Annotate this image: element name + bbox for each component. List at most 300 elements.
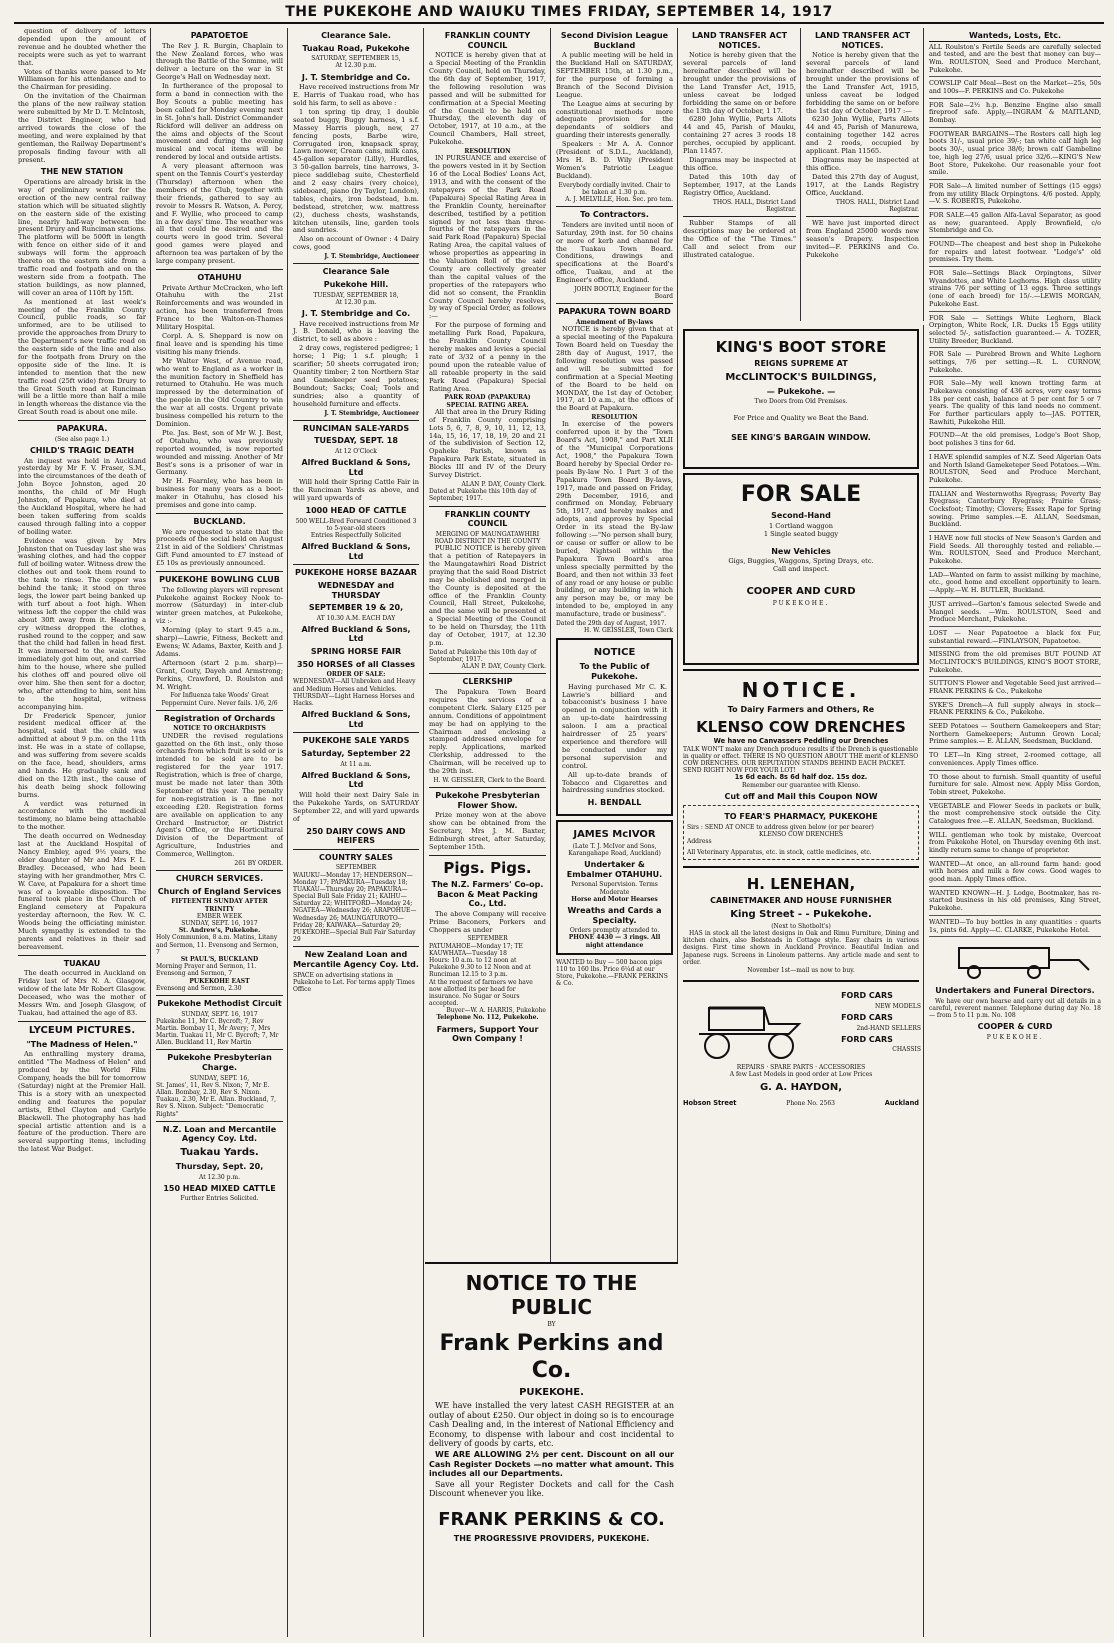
notice-text: Dated this 27th day of August, 1917, at the Lands Registry Office, Auckland. — [806, 172, 919, 197]
service-text: Morning Prayer and Sermon, 11. Evensong and Sermon, 7 — [156, 963, 257, 978]
wanted-item: ALL Roulston's Fertile Seeds are carefully selected and tested, and are the best that money can buy—Wm. ROULSTON, Seed and Produce Merchant, Pukekohe. — [929, 44, 1101, 78]
advert-subheading: Tuakau Road, Pukekohe — [302, 43, 410, 53]
advert-subheading: To Dairy Farmers and Others, Re — [727, 705, 875, 714]
advert-prices: 1s 6d each. 8s 6d half doz. 15s doz. — [734, 773, 868, 782]
divider — [429, 673, 546, 674]
pigs-slogan: Farmers, Support Your Own Company ! — [436, 1024, 539, 1044]
notice-text: UNDER the revised regulations gazetted on the 6th inst., only those orchards from which fruit is sold or is intended to be sold are to be registered for the year 1917. Registration, which is free of charge, must be made not later than 30th September of this year. The penalty for non-registration is a fine not exceeding £20. Registration forms are available on application to any Orchard Instructor, or District Agent's Office, or the Horticultural Division of the Department of Agriculture, Industries and Commerce, Wellington. — [156, 731, 283, 859]
advert-text: Personal Supervision. Terms Moderate — [571, 881, 658, 896]
divider — [429, 855, 546, 856]
advert-heading: New Zealand Loan and Mercantile Agency Coy. Ltd. — [293, 950, 419, 969]
notice-heading: Second Division League Buckland — [560, 31, 669, 50]
article-text: As mentioned at last week's meeting of the Franklin County Council, public roads, so far unformed, are to be utilised to provide the approaches from Drury to the Department's new traffic road on the eastern side of the line and also for the footpath from Drury on the opposite side of the line. It is intended to mention that the new traffic road (25ft wide) from Drury to the Great South road at Runciman will be a little more than half a mile in length whereas the distance via the Great South road is about one mile. — [18, 297, 146, 417]
section-heading: OTAHUHU — [197, 272, 242, 282]
notice-signature: H. W. GEISSLER, Town Clerk — [584, 627, 673, 635]
divider — [156, 571, 283, 572]
wanted-item: SEED Potatoes — Southern Gamekeepers and Star; Northern Gamekeepers; Autumn Grown Local; Prime samples.— E. ALLAN, Seedsman, Buckland. — [929, 723, 1101, 749]
auctioneer-name: Alfred Buckland & Sons, Ltd — [301, 458, 411, 477]
advert-slogan: SEE KING'S BARGAIN WINDOW. — [731, 433, 871, 443]
undertakers-town: PUKEKOHE. — [986, 1033, 1044, 1041]
notice-subheading: RESOLUTION — [464, 148, 511, 156]
divider — [556, 206, 673, 207]
notice-signature: JOHN BOOTLY, Engineer for the Board — [574, 286, 673, 301]
advert-subheading: Undertaker & Embalmer OTAHUHU. — [566, 860, 663, 879]
advert-heading: FOR SALE — [740, 482, 862, 507]
advert-text: WE have installed the very latest CASH REGISTER at an outlay of about £250. Our object in doing so is to encourage Cash Dealing and, in the interest of National Efficiency and Economy, to dispense with labour and cost incidental to delivery of goods by carts, etc. — [429, 1400, 674, 1449]
wanted-item: FOR Sale—A limited number of Settings (15 eggs) from my utility Black Orpingtons. 4/6 posted. Apply,—V. S. ROBERTS, Pukekohe. — [929, 183, 1101, 209]
ford-ad — [683, 980, 919, 1100]
advert-subheading: REIGNS SUPREME AT — [754, 359, 848, 368]
advert-text: Horse and Motor Hearses — [571, 895, 658, 903]
sale-time: At 12.30 p.m. — [199, 1173, 240, 1181]
article-text: A verdict was returned in accordance with the medical testimony, no blame being attachable to the mother. — [18, 799, 146, 832]
wanted-item: LOST — Near Papatoetoe a black fox Fur, substantial reward.—FINLAYSON, Papatoetoe. — [929, 630, 1101, 648]
advert-text: Will hold their next Dairy Sale in the Pukekohe Yards, on SATURDAY September 22, and will yard upwards of — [293, 790, 419, 823]
notice-heading: FRANKLIN COUNTY COUNCIL — [444, 509, 531, 529]
wanted-item: FOR Sale — Settings White Leghorn, Black Orpington, White Rock, I.R. Ducks 15 Eggs utility selected 5/-, satisfaction guaranteed.— A. TOZER, Utility Breeder, Buckland. — [929, 315, 1101, 349]
service-date: SUNDAY, SEPT. 16, 1917 — [181, 920, 258, 928]
column-8-wanteds — [925, 28, 1105, 1637]
advert-subheading: CABINETMAKER AND HOUSE FURNISHER — [710, 896, 892, 906]
newspaper-title: THE PUKEKOHE AND WAIUKU TIMES FRIDAY, SEPTEMBER 14, 1917 — [285, 4, 833, 20]
divider — [18, 420, 146, 421]
notice-text: Tenders are invited until noon of Saturday, 29th inst. for 50 chains or more of kerb and channel for the Tuakau Town Board. Conditions, drawings and specifications at the Board's office, Tuakau, and at the Engineer's office, Auckland. — [556, 220, 673, 285]
notice-text: PUBLIC NOTICE is hereby given that a petition of Ratepayers in the Maungatawhiri Road District praying that the said Road District may be abolished and merged in the County is deposited at the office of the Franklin County Council, Hall Street, Pukekohe, and the same will be presented at a Special Meeting of the Council to be held on Thursday, the 11th day of October, 1917, at 12.30 p.m. — [429, 544, 546, 647]
service-title: FIFTEENTH SUNDAY AFTER TRINITY — [171, 898, 268, 913]
advert-note: Two Doors from Old Premises. — [754, 398, 848, 406]
advert-signature: J. T. Stembridge, Auctioneer — [324, 253, 419, 261]
ford-address — [683, 1100, 919, 1108]
lenehan-ad — [683, 866, 919, 974]
advert-firm: COOPER AND CURD — [746, 586, 856, 598]
ford-street: Hobson Street — [683, 1099, 737, 1108]
divider — [18, 955, 146, 956]
article-text: The death occurred in Auckland on Friday last of Mrs N. A. Glasgow, widow of the late Mr Robert Glasgow. Deceased, who was the mother of Messrs Wm. and Joseph Glasgow, of Tuakau, had attained the age of 83. — [18, 969, 146, 1017]
advert-heading: PUKEKOHE HORSE BAZAAR — [295, 568, 417, 578]
notice-text: 6280 John Wyllie, Parts Allots 44 and 45, Parish of Mauku, containing 27 acres 3 roods 18 perches, occupied by applicant. Plan 11457. — [683, 115, 796, 156]
klenso-ad — [683, 669, 919, 860]
column-7-upper — [802, 28, 924, 321]
service-text: Pukekohe 11, Mr C. Bycroft; 7, Rev Martin. Bombay 11, Mr Avery; 7, Mrs Martin. Tuakau 11, Mr C. Bycroft; 7, Mr Allen. Buckland 11, Rev Martin — [156, 1017, 279, 1047]
coupon-vet: All Veterinary Apparatus, etc. in stock, cattle medicines, etc. — [687, 849, 872, 857]
advert-text: For Price and Quality we Beat the Band. — [733, 414, 869, 423]
wanted-item: I HAVE splendid samples of N.Z. Seed Algerian Oats and North Island Gameketeper Seed Potatoes.—Wm. ROULSTON, Seed and Produce Merchant, Pukekohe. — [929, 454, 1101, 488]
notice-signature: H. BENDALL — [587, 798, 642, 808]
pigs-schedule: PATUMAHOE—Monday 17; TE KAUWHATA—Tuesday 18 — [429, 942, 523, 957]
ford-phone: Phone No. 2563 — [786, 1100, 835, 1108]
coupon[interactable] — [683, 805, 919, 860]
advert-subheading: Pukekohe Hill. — [323, 279, 389, 289]
masthead — [14, 4, 1104, 24]
auctioneer-name: J. T. Stembridge and Co. — [301, 72, 411, 82]
wanted-item: TO LET—In King street, 2-roomed cottage, all conveniences. Apply Times office. — [929, 752, 1101, 770]
advert-text: SPACE on advertising stations in Pukekohe to Let. For terms apply Times Office — [293, 971, 415, 993]
article-text: We are requested to state that the proceeds of the social held on August 21st in aid of the Soldiers' Christmas Gift Fund amounted to £7 instead of £5 10s as previously announced. — [156, 527, 283, 568]
sale-date: Thursday, Sept. 20, — [175, 1161, 264, 1171]
advert-heading: N.Z. Loan and Mercantile Agency Coy. Ltd. — [162, 1124, 277, 1144]
divider — [293, 263, 419, 264]
advert-subheading: New Vehicles — [771, 546, 831, 556]
divider — [556, 303, 673, 304]
auctioneer-name: J. T. Stembridge and Co. — [301, 308, 411, 318]
pigs-buyer: Buyer—W. A. HARRIS, Pukekohe — [446, 1007, 546, 1015]
sale-item: Gigs, Buggies, Waggons, Spring Drays, etc. — [728, 557, 874, 566]
column-2 — [152, 28, 288, 1637]
advert-text: Call and inspect. — [772, 565, 830, 574]
sale-stock: 350 HORSES of all Classes — [296, 659, 416, 669]
notice-signature: ALAN P. DAY, County Clerk. — [461, 480, 546, 488]
notice-heading: Registration of Orchards — [163, 713, 276, 723]
sale-day: WEDNESDAY and THURSDAY — [317, 580, 395, 600]
wanted-item: MISSING from the old premises BUT FOUND AT McCLINTOCK'S BUILDINGS, KING'S BOOT STORE, Pukekohe. — [929, 651, 1101, 677]
divider — [156, 870, 283, 871]
divider — [156, 1121, 283, 1122]
ford-line: FORD CARS — [841, 991, 893, 1001]
advert-subheading: McCLINTOCK'S BUILDINGS, — [725, 371, 877, 383]
sale-time: At 12.30 p.m. — [335, 62, 377, 70]
notice-subheading: MERGING OF MAUNGATAWHIRI ROAD DISTRICT IN THE COUNTY — [434, 530, 541, 545]
divider — [156, 995, 283, 996]
notice-signature: A. J. MELVILLE, Hon. Sec. pro tem. — [565, 196, 673, 204]
divider — [429, 787, 546, 788]
notice-text: Notice is hereby given that the several parcels of land hereinafter described will be brought under the provisions of the Land Transfer Act, 1915, unless caveat be lodged forbidding the same on or before the 13th day of October, 1 17. — [683, 51, 796, 115]
divider — [156, 1049, 283, 1050]
sale-footer: Entries Respectfully Solicited — [310, 531, 402, 539]
advert-town: — Pukekohe. — — [766, 386, 836, 396]
advert-slogan: THE PROGRESSIVE PROVIDERS, PUKEKOHE. — [453, 1533, 650, 1543]
advert-text: For Influenza take Woods' Great Peppermint Cure. Never fails. 1/6, 2/6 — [161, 692, 278, 707]
advert-text: 1 ton spring tip dray, 1 double seated buggy, Buggy harness, 1 s.f. Massey Harris plough, new, 27 fencing posts, Barbe wire, Corrugated iron, knapsack spray, Lawn mower, Cream cans, milk cans, 45-gallon separator (Lilly), Hurdles, 3 50-gallon barrels, tine harrows, 3-piece saddlebag suite, Chesterfield and 2 easy chairs (very choice), sideboard, piano (by Taylor, London), tables, chairs, iron bedstead, b.m. bedstead, stretcher, w.w. mattress (2), duchess chests, washstands, kitchen utensils, line, garden tools and sundries. — [293, 107, 419, 235]
advert-note: (Late T. J. McIvor and Sons, Karangahape Road, Auckland) — [568, 842, 661, 858]
advert-brand: KLENSO COW DRENCHES — [696, 717, 906, 736]
wanted-ad: WANTED to Buy — 500 bacon pigs 110 to 160 lbs. Price 6¼d at our Store, Pukekohe.—FRANK PERKINS & Co. — [556, 958, 668, 988]
divider — [683, 216, 796, 217]
divider — [293, 564, 419, 565]
ford-note: CHASSIS — [892, 1046, 921, 1054]
advert-text: Save all your Register Dockets and call for the Cash Discount whenever you like. — [429, 1479, 674, 1499]
wanted-item: SUTTON'S Flower and Vegetable Seed just arrived—FRANK PERKINS & Co., Pukekohe — [929, 680, 1101, 698]
church-name: St PAUL'S, BUCKLAND — [180, 955, 259, 963]
order-text: WEDNESDAY—All Unbroken and Heavy and Medium Horses and Vehicles. THURSDAY—Light Harness Horses and Hacks. — [293, 678, 416, 707]
wanted-item: WANTED KNOWN—H. J. Lodge, Bootmaker, has re-started business in his old premises, King Street, Pukekohe. — [929, 890, 1101, 916]
sale-stock: 500 WELL-Bred Forward Conditioned 3 to 5-year-old steers — [295, 517, 417, 532]
ford-line: FORD CARS — [841, 1012, 893, 1022]
article-text: Morning (play to start 9.45 a.m., sharp)—Lawrie, Fitness, Beckett and Ewens; W. Adams, Baxter, Keith and J. Adams. — [156, 626, 284, 658]
article-text: Dr Frederick Spencer, junior resident medical officer at the hospital, said that the child was admitted at about 9 p.m. on the 11th inst. He was in a state of collapse, and was suffering from severe scalds on the face, head, shoulders, arms and hands. He gradually sank and died on the 12th inst., the cause of his death being shock following burns. — [18, 711, 146, 799]
advert-heading: H. LENEHAN, — [746, 875, 856, 894]
coupon-product: KLENSO COW DRENCHES — [759, 830, 843, 838]
wanted-item: COWSLIP Calf Meal—Best on the Market—25s, 50s and 100s—F. PERKINS and Co. Pukekohe — [929, 80, 1101, 98]
notice-text: Dated this 10th day of September, 1917, at the Lands Registry Office, Auckland. — [683, 172, 796, 197]
advert-heading: JAMES McIVOR — [573, 828, 656, 840]
notice-text: Diagrams may be inspected at this office. — [683, 155, 796, 172]
notice-signature: THOS. HALL, District Land Registrar. — [835, 198, 919, 213]
service-text: Holy Communion, 8 a.m. Matins, Litany and Sermon, 11. Evensong and Sermon, 7 — [156, 934, 279, 956]
advert-heading: NOTICE TO THE PUBLIC — [465, 1271, 638, 1319]
notice-subheading: PARK ROAD (PAPAKURA) SPECIAL RATING AREA. — [444, 394, 531, 409]
church-name: St. Andrew's, Pukekohe. — [178, 927, 261, 935]
fair-title: SPRING HORSE FAIR — [310, 647, 402, 657]
advert-subheading: Second-Hand — [771, 511, 831, 521]
sale-stock: 250 DAIRY COWS AND HEIFERS — [306, 826, 406, 846]
notice-text: IN PURSUANCE and exercise of the powers vested in it by Section 16 of the Local Bodies' Loans Act, 1913, and with the consent of the ratepayers of the Park Road (Papakura) Special Rating Area in the Franklin County, hereinafter described, testified by a petition signed by not less than three-fourths of the ratepayers in the said Park Road (Papakura) Special Rating Area, the capital values of whose properties as appearing in the Valuation Roll of the said County are collectively greater than the capital values of the properties of the ratepayers who did not so consent, the Franklin County Council hereby resolves, by way of Special Order, as follows :— — [429, 154, 546, 321]
notice-signature: H. W. GEISSLER, Clerk to the Board. — [433, 777, 546, 784]
wanted-item: FOR Sale—2½ h.p. Benzine Engine also small fireproof safe. Apply,—INGRAM & MAITLAND, Bombay. — [929, 102, 1101, 128]
section-heading: TUAKAU — [63, 958, 101, 968]
sale-time: At 11 a.m. — [340, 760, 372, 768]
advert-text: The above Company will receive Prime Baconers, Porkers and Choppers as under — [429, 909, 546, 934]
article-text: A very pleasant afternoon was spent on the Tennis Court's yesterday (Thursday) afternoon when the members of the Club, together with their friends, gathered to say au revoir to Messrs R. Watson, A. Percy, and F. Wyllie, who proceed to camp in a few days' time. The weather was all that could be desired and the courts were in good trim. Several good games were played and afternoon tea was partaken of by the large company present. — [156, 162, 283, 266]
section-heading: BUCKLAND. — [193, 516, 246, 526]
article-text: In furtherance of the proposal to form a band in connection with the Boy Scouts a public meeting has been called for Monday evening next in St. John's hall. District Commander Rickford will deliver an address on the aims and objects of the Scout movement and during the evening musical and vocal items will be rendered by local and outside artists. — [156, 82, 283, 162]
article-text: The following players will represent Pukekohe against Rockey Nook to-morrow (Saturday) in inter-club winter green matches, at Pukekohe, viz :- — [156, 585, 283, 626]
notice-text: 6230 John Wyllie, Parts Allots 44 and 45, Parish of Manurewa, containing together 142 acres and 2 roods, occupied by applicant. Plan 11565. — [806, 115, 919, 156]
article-text: An enthralling mystery drama, entitled "The Madness of Helen" and produced by the World Film Company, heads the bill for tomorrow (Saturday) night at the Premier Hall. This is a story with an unexpected ending and features the popular artists, Ethel Clayton and Carlyle Blackwell. The photography has had special artistic attention and is a feature of the production. There are several supporting items, including the latest War Budget. — [18, 1050, 146, 1154]
notice-signature: ALAN P. DAY, County Clerk. — [461, 663, 546, 671]
notice-text: All up-to-date brands of Tobacco and Cigarettes and hairdressing sundries stocked. — [562, 770, 667, 795]
ford-repairs: REPAIRS · SPARE PARTS · ACCESSORIES — [736, 1064, 866, 1072]
advert-text: Have received instructions from Mr E. Harris of Tuakau road, who has sold his farm, to sell as above : — [293, 83, 419, 107]
auctioneer-name: Alfred Buckland & Sons, Ltd — [301, 624, 411, 644]
for-sale-ad — [683, 473, 919, 665]
coupon-text: Sirs : SEND AT ONCE to address given below (or per bearer) — [687, 823, 874, 831]
advert-by: BY — [547, 1321, 556, 1328]
notice-text: Prize money won at the above show can be obtained from the Secretary, Mrs J. M. Baxter, Edinburgh street, after Saturday, September 15th. — [429, 811, 546, 851]
article-text: Votes of thanks were passed to Mr Williamson for his attendance and to the Chairman for presiding. — [18, 67, 146, 92]
notice-heading: PAPAKURA TOWN BOARD — [558, 307, 671, 317]
wanted-item: FOR Sale—My well known trotting farm at Pukekawa consisting of 436 acres, very easy terms 18s per cent cash, balance at 5 per cent for 5 or 7 years. The quality of this land needs no comment. For further particulars apply to—JAS. POTTER, Rawhiti, Pukekohe Hill. — [929, 380, 1101, 429]
sale-date: Saturday, September 22 — [301, 748, 411, 758]
advert-text: Rubber Stamps of all descriptions may be ordered at the Office of the "The Times." Call and select from our illustrated catalogue. — [683, 218, 796, 259]
notice-heading: LAND TRANSFER ACT NOTICES. — [691, 31, 788, 50]
country-list: WAIUKU—Monday 17; HENDERSON—Monday 17; PAPAKURA—Tuesday 18; TUAKAU—Thursday 20; PAPAKURA—Special Bull Sale Friday 21; KAIHU—Saturday 22; WHITFORD—Monday 24; NGATEA—Wednesday 26; ARAPOHUE—Wednesday 26; MAUNGATUROTO—Friday 28; KAIWAKA—Saturday 29; PUKEKOHE—Special Bull Fair Saturday 29 — [293, 871, 417, 944]
advert-heading: RUNCIMAN SALE-YARDS — [302, 423, 410, 433]
ford-note: NEW MODELS — [874, 1002, 921, 1010]
service-date: SUNDAY, SEPT. 16, 1917 — [181, 1010, 258, 1018]
article-text: Mr H. Fearnley, who has been in business for many years as a boot-maker in Otahuhu, has closed his premises and gone into camp. — [156, 477, 283, 510]
notice-text: A public meeting will be held in the Buckland Hall on SATURDAY, SEPTEMBER 15th, at 1.30 p.m., for the purpose of forming a Branch of the Second Division League. — [556, 51, 673, 99]
auctioneer-name: Alfred Buckland & Sons, Ltd — [301, 542, 411, 561]
pigs-month: SEPTEMBER — [467, 935, 508, 943]
notice-signature: 261 BY ORDER. — [234, 860, 283, 868]
advert-firm: Frank Perkins and Co. — [439, 1331, 664, 1383]
advert-text: HAS in stock all the latest designs in Oak and Rimu Furniture, Dining and kitchen chairs, also Bedsteads in Cottage style. Easy chairs in various designs. First time shown in Auckland Province. Beautiful Indian and Japanese rugs. Screens in Linoleum patterns. Any article made and sent to order. — [683, 930, 919, 966]
sale-footer: Further Entries Solicited. — [180, 1195, 259, 1203]
column-6-upper — [679, 28, 801, 321]
wanteds-list — [929, 44, 1101, 938]
wanted-item: VEGETABLE and Flower Seeds in packets or bulk, the most comprehensive stock outside the City. Catalogues free.—E. ALLAN, Seedsman, Buckland. — [929, 803, 1101, 829]
wanted-item: FOR SALE—45 gallon Alfa-Laval Separator, as good as new; guaranteed. Apply Brownfield, c/o Stembridge and Co. — [929, 212, 1101, 238]
advert-heading: PUKEKOHE SALE YARDS — [302, 736, 410, 746]
article-text: The Rev J. R. Burgin, Chaplain to the New Zealand forces, who was through the Battle of the Somme, will deliver a lecture on the war in St George's Hall on Wednesday next. — [156, 41, 283, 82]
notice-heading: To Contractors. — [580, 210, 649, 220]
notice-subheading: NOTICE TO ORCHARDISTS — [173, 725, 266, 733]
divider — [806, 216, 919, 217]
wanted-item: ITALIAN and Westernwoths Ryegrass; Poverty Bay Ryegrass; Canterbury Ryegrass; Prairie Grass; Cocksfoot; Timothy; Clovers; Essex Rape for Spring sowing. Prime samples.—E. ALLAN, Seedsman, Buckland. — [929, 491, 1101, 532]
wanted-item: TO those about to furnish. Small quantity of useful furniture for sale. Almost new. Apply Miss Gordon, Tobin street, Pukekohe. — [929, 774, 1101, 800]
divider — [293, 732, 419, 733]
notice-text: NOTICE is hereby given that at a Special Meeting of the Franklin County Council, held on Thursday, the 6th day of September, 1917, the following resolution was passed and will be submitted for confirmation at a Special Meeting of the Council to be held on Thursday, the eleventh day of October, 1917, at 10 a.m., at the Council Chambers, Hall street, Pukekohe. — [429, 51, 546, 147]
notice-text: Speakers : Mr A. A. Connor (President of S.D.L., Auckland), Mrs H. B. D. Wily (President Women's Patriotic League Buckland). — [556, 140, 673, 180]
hearse-icon — [929, 940, 1099, 980]
sale-date: SATURDAY, SEPTEMBER 15, — [311, 55, 401, 63]
article-text: Afternoon (start 2 p.m. sharp)—Grant, Couty, Dayeh and Armstrong; Perkins, Crawford, D. Roulston and M. Wright. — [156, 658, 283, 691]
auctioneer-name: Alfred Buckland & Sons, Ltd — [301, 710, 411, 729]
ford-line: FORD CARS — [841, 1034, 893, 1044]
notice-text: In exercise of the powers conferred upon it by the "Town Board's Act, 1908," and Part XLII of the "Municipal Corporations Act, 1908," the Papakura Town Board hereby by Special Order re-peals By-law No. 1 Part 3 of the Papakura Town Board By-laws, 1917, made and passed on Friday, 29th December, 1916, and confirmed on Monday, February 5th, 1917, and hereby makes and adopts, and approves by Special Order in its stead the By-law following :—"No person shall bury, or cause or suffer or allow to be buried, Nightsoil within the Papakura Town Board's area unless specially permitted by the Board, and then not within 33 feet of any road or any house or public building, or any building in which any person may be, or may be intended to be, employed in any manufacture, trade or business". — [556, 420, 673, 619]
auctioneer-name: Alfred Buckland & Sons, Ltd — [301, 770, 411, 790]
sale-date: SEPTEMBER 19 & 20, — [308, 603, 404, 613]
advert-town: PUKEKOHE. — [772, 600, 830, 608]
wanted-item: WILL gentleman who took by mistake, Overcoat from Pukekohe Hotel, on Thursday evening 6th inst. kindly return same to change of proprietor. — [929, 832, 1101, 858]
church-name: PUKEKOHE EAST — [189, 977, 250, 985]
notice-dated: Dated at Pukekohe this 10th day of September, 1917. — [429, 488, 537, 503]
advert-heading: Pigs. Pigs. — [443, 858, 532, 877]
advert-subheading: Wreaths and Cards a Specialty. — [567, 906, 662, 925]
advert-town: PUKEKOHE. — [519, 1386, 584, 1398]
ford-full: A few Last Models in good order at Low Prices — [729, 1071, 873, 1079]
advert-text: Will hold their Spring Cattle Fair in the Runciman Yards as above, and will yard upwards of — [293, 478, 419, 503]
sale-time: AT 10.30 A.M. EACH DAY — [316, 614, 396, 622]
notice-text: The Papakura Town Board requires the services of a competent Clerk. Salary £125 per annum. Conditions of appointment may be had on applying to the Chairman and enclosing a stamped addressed envelope for reply. Applications, marked Clerkship, addressed to the Chairman, will be received up to the 29th inst. — [429, 688, 546, 776]
advert-note: (Next to Shotbolt's) — [771, 922, 831, 930]
section-heading: PAPAKURA. — [56, 424, 108, 434]
coupon-address: Address — [687, 837, 712, 845]
article-heading: CHILD'S TRAGIC DEATH — [29, 445, 135, 455]
wanted-item: WANTED—To buy bottles in any quantities : quarts 1s, pints 6d. Apply—C. CLARKE, Pukekohe Hotel. — [929, 919, 1101, 937]
section-heading: Wanteds, Losts, Etc. — [929, 31, 1101, 42]
advert-text: Remember our guarantee with Klenso. — [742, 782, 860, 790]
advert-heading: Clearance Sale. — [321, 31, 391, 40]
divider — [429, 506, 546, 507]
ford-text — [813, 988, 921, 1053]
notice-text: The League aims at securing by constitutional methods more adequate provision for the dependants of soldiers and guarding their interests generally. — [556, 99, 673, 140]
advert-subheading: The N.Z. Farmers' Co-op. Bacon & Meat Packing Co., Ltd. — [431, 879, 544, 909]
advert-heading: NOTICE. — [741, 678, 861, 702]
advert-subheading: We have no Canvassers Peddling our Drenches — [713, 736, 889, 745]
sale-time: At 12.30 p.m. — [335, 298, 377, 306]
column-1 — [14, 28, 151, 1637]
advert-text: 2 dray cows, registered pedigree; 1 horse; 1 Pig; 1 s.f. plough; 1 scarifier; 50 sheets corrugated iron; Quantity timber; 2 ton Northern Star and Gamekeeper seed potatoes; Boundout; Sacks; Coal; Tools and sundries; also a quantity of household furniture and effects. — [293, 344, 419, 408]
perkins-ad — [425, 1262, 678, 1637]
undertakers-heading: Undertakers and Funeral Directors. — [935, 986, 1095, 996]
notice-text: For the purpose of forming and metalling Park Road, Papakura, the Franklin County Council hereby makes and levies a special rate of 3/32 of a penny in the pound upon the rateable value of all rateable property in the said Park Road (Papakura) Special Rating Area. — [429, 321, 546, 393]
notice-signature: THOS. HALL, District Land Registrar. — [712, 198, 796, 213]
advert-text: TALK WON'T make any Drench produce results if the Drench is questionable in quality or effect. THERE IS NO QUESTION ABOUT THE merit of KLENSO COW DRENCHES. OUR REPUTATION STANDS BEHIND EACH PACKET. SEND RIGHT NOW FOR YOUR LOT! — [683, 745, 919, 775]
sale-date: TUESDAY, SEPT. 18 — [314, 436, 398, 446]
ford-city: Auckland — [884, 1099, 919, 1108]
ford-car-icon — [689, 994, 809, 1064]
wanted-item: SYKE'S Drench—A full supply always in stock—FRANK PERKINS & Co., Pukekohe. — [929, 702, 1101, 720]
advert-heading: KING'S BOOT STORE — [715, 338, 887, 356]
notice-text: Everybody cordially invited. Chair to be taken at 1.30 p.m. — [558, 181, 671, 196]
undertakers-firm: COOPER & CURD — [977, 1022, 1053, 1032]
sale-time: At 12 O'Clock — [335, 447, 377, 455]
wanted-item: FOR Sale — Purebred Brown and White Leghorn settings, 7/6 per setting.—R. L. CURNOW, Pukekohe. — [929, 351, 1101, 377]
section-heading: THE NEW STATION — [40, 167, 124, 177]
advert-firm: FRANK PERKINS & CO. — [438, 1508, 665, 1530]
subsection-heading: Pukekohe Presbyterian Charge. — [167, 1053, 272, 1073]
section-heading: LYCEUM PICTURES. — [28, 1024, 136, 1036]
article-heading: "The Madness of Helen." — [26, 1039, 138, 1049]
coupon-heading: Cut off and Mail this Coupon NOW — [724, 792, 878, 802]
article-text: Private Arthur McCracken, who left Otahuhu with the 21st Reinforcements and was wounded in action, has been transferred from France to the Walton-on-Thames Military Hospital. — [156, 283, 283, 332]
subsection-heading: Pukekohe Methodist Circuit — [157, 998, 282, 1008]
notice-heading: CLERKSHIP — [462, 677, 513, 687]
article-text: On the invitation of the Chairman the plans of the new railway station were submitted by Mr D. T. McIntosh, the District Engineer, who had arrived towards the close of the meeting, and were explained by that gentleman, the Railway Department's proposals finding favour with all present. — [18, 92, 146, 164]
wanted-item: LAD—Wanted on farm to assist milking by machine, etc., good home and excellent opportunity to learn.—Apply.—W. H. BUTLER, Buckland. — [929, 572, 1101, 598]
undertakers-text: We have our own hearse and carry out all details in a careful, reverent manner. Telephone during day No. 18 — from 5 to 11 p.m. No. 108 — [929, 997, 1101, 1020]
wanted-item: I HAVE now full stocks of New Season's Garden and Field Seeds. All thoroughly tested and reliable.—Wm. ROULSTON, Seed and Produce Merchant, Pukekohe. — [929, 535, 1101, 569]
notice-text: Diagrams may be inspected at this office. — [806, 155, 919, 172]
ford-note: 2nd-HAND SELLERS — [856, 1024, 921, 1032]
divider — [293, 946, 419, 947]
notice-text: NOTICE is hereby given that at a special meeting of the Papakura Town Board held on Tuesday the 28th day of August, 1917, the following resolution was passed and will be submitted for confirmation at a Special Meeting of the Board to be held on MONDAY, the 1st day of October, 1917, at 10 a.m., at the offices of the Board at Papakura. — [556, 325, 673, 413]
wanted-item: FOUND—At the old premises, Lodge's Boot Shop, boot polishes 3 tins for 6d. — [929, 432, 1101, 450]
notice-dated: Dated the 29th day of August, 1917. — [556, 620, 667, 628]
article-text: The death occurred on Wednesday last at the Auckland Hospital of Nancy Embley, aged 9½ years, the elder daughter of Mr and Mrs F. L. Bradley. Deceased, who had been staying with her grandmother, Mrs C. W. Cave, at Papakura for a short time was of a loveable disposition. The funeral took place in the Church of England cemetery at Papakura yesterday afternoon, the Rev. W. C. Woods being the officiating minister. Much sympathy is extended to the parents and relatives in their sad bereavement. — [18, 832, 146, 951]
sale-item: 1 Single seated buggy — [763, 529, 839, 538]
advert-text: WE have just imported direct from England 25000 words new season's Drapery. Inspection invited—F. PERKINS and Co. Pukekohe — [806, 218, 919, 259]
ford-agent: G. A. HAYDON, — [759, 1081, 843, 1093]
divider — [293, 849, 419, 850]
wide-ads — [679, 325, 924, 1637]
service-date: SUNDAY, SEPT. 16, — [189, 1074, 250, 1082]
section-heading: CHURCH SERVICES. — [175, 874, 264, 884]
article-text: Pte. Jas. Best, son of Mr W. J. Best, of Otahuhu, who was previously reported wounded, is now reported wounded and missing. Another of Mr Best's sons is a prisoner of war in Germany. — [156, 428, 283, 477]
advert-phone: PHONE 4430 — 3 rings. All night attendance — [568, 934, 661, 949]
article-text: Evidence was given by Mrs Johnston that on Tuesday last she was washing clothes, and had the copper full of boiling water. Witness drew the clothes out and took them round to the tank to rinse. The copper was behind the tank; it stood on three legs, the lower part being banked up with turf about a foot high. When witness left the copper the child was about 30ft away from it. Hearing a cry witness dropped the clothes, rushed round to the copper, and saw that the child had fallen in head first. It was immersed to the waist. She immediately got him out, and carried him to the house, where she pulled his clothes off and poured olive oil over him. She then sent for a doctor, who, after attending to him, sent him to the hospital, witness accompanying him. — [18, 536, 146, 711]
column-3 — [289, 28, 424, 1637]
notice-subheading: To the Public of Pukekohe. — [579, 662, 650, 682]
advert-text: November 1st—mail us now to buy. — [747, 967, 855, 974]
advert-heading: Clearance Sale — [322, 267, 390, 277]
section-heading: PAPATOETOE — [190, 31, 249, 40]
notice-subheading: RESOLUTION — [591, 414, 638, 422]
sale-stock: 150 HEAD MIXED CATTLE — [163, 1183, 276, 1193]
subsection-heading: Church of England Services — [157, 886, 282, 896]
wanted-item: WANTED—At once, an all-round farm hand: good with horses and milk a few cows. Good wages to good man. Apply Times office. — [929, 861, 1101, 887]
country-month: SEPTEMBER — [335, 864, 377, 872]
advert-subheading: Tuakau Yards. — [180, 1146, 259, 1158]
notice-dated: Dated at Pukekohe this 10th day of September, 1917. — [429, 648, 537, 664]
service-text: Evensong and Sermon, 2.30 — [156, 984, 242, 992]
notice-text: All that area in the Drury Riding of Franklin County comprising Lots 5, 6, 7, 8, 9, 10, 11, 12, 13, 14a, 15, 16, 17, 18, 19, 20 and 21 of the subdivision of Section 12, Opaheke Parish, known as Papakura Park Estate, situated in Blocks III and IV of the Drury Survey District. — [429, 407, 546, 480]
service-note: EMBER WEEK — [196, 912, 243, 920]
sale-stock: 1000 HEAD OF CATTLE — [305, 505, 407, 515]
article-text: Mr Walter West, of Avenue road, who went to England as a worker in the munition factory in Sheffield has returned to Otahuhu. He was much impressed by the determination of the people in the Old Country to win the war at all costs. Urgent private business compelled his return to the Dominion. — [156, 356, 283, 428]
notice-heading: NOTICE — [593, 647, 636, 659]
notice-text: Having purchased Mr C. K. Lawrie's billiard and tobacconist's business I have opened in conjunction with it an up-to-date hairdressing saloon. I am a practical hairdresser of 25 years' experience and therefore will be conducted under my personal supervision and control. — [562, 682, 667, 770]
section-note: (See also page 1.) — [54, 435, 110, 443]
wanted-item: JUST arrived—Garton's famous selected Swede and Mangel seeds. —Wm. ROULSTON, Seed and Produce Merchant, Pukekohe. — [929, 601, 1101, 627]
article-text: An inquest was held in Auckland yesterday by Mr F. V. Fraser, S.M., into the circumstances of the death of John Boyce Johnston, aged 20 months, the child of Mr Hugh Johnston, of Papakura, who died at the Auckland Hospital, where he had been taken suffering from scalds caused through falling into a copper of boiling water. — [18, 456, 146, 536]
advert-text: Orders promptly attended to. — [569, 927, 660, 935]
section-heading: COUNTRY SALES — [319, 852, 393, 862]
divider — [156, 710, 283, 711]
article-text: Corpl. A. S. Sheppard is now on final leave and is spending his time visiting his many friends. — [156, 332, 283, 356]
wanted-item: FOUND—The cheapest and best shop in Pukekohe for repairs and latest footwear. "Lodge's" old premises. Try them. — [929, 241, 1101, 267]
notice-heading: LAND TRANSFER ACT NOTICES. — [814, 31, 911, 50]
service-text: St. James', 11, Rev S. Nixon; 7, Mr E. Allan. Bombay, 2.30, Rev S. Nixon. Tuakau, 2.30, Mr E. Allan. Buckland, 7, Rev S. Nixon. Subject: "Democratic Rights" — [156, 1081, 277, 1118]
coupon-pharmacy: TO FEAR'S PHARMACY, PUKEKOHE — [724, 811, 878, 821]
advert-text: Have received instructions from Mr J. B. Donald, who is leaving the district, to sell as above : — [293, 319, 419, 344]
advert-text: Also on account of Owner : 4 Dairy cows, good — [293, 235, 419, 252]
notice-text: Notice is hereby given that the several parcels of land hereinafter described will be brought under the provisions of the Land Transfer Act, 1915, unless caveat be lodged forbidding the same on or before the 1st day of October, 1917 :— — [806, 51, 919, 115]
notice-subheading: Amendment of By-laws — [575, 319, 654, 327]
order-heading: ORDER OF SALE: — [326, 671, 386, 679]
divider — [293, 420, 419, 421]
